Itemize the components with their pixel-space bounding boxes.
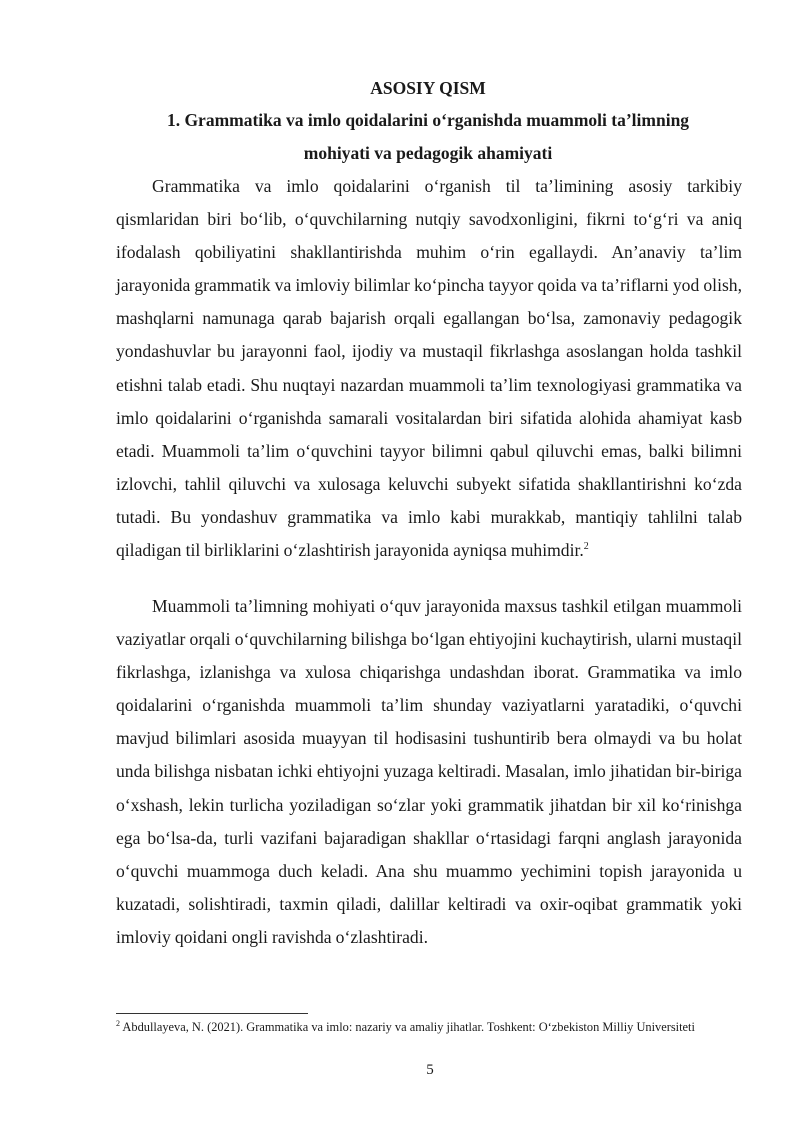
paragraph-2-text: Muammoli ta’limning mohiyati o‘quv jarayonida maxsus tashkil etilgan muammoli vaziyatlar orqali o‘quvchilarning bilishga bo‘lgan ehtiyojini kuchaytirish, ularni mustaqil fikrlashga, izlanishga va xulosa chiqarishga undashdan iborat. Grammatika va imlo qoidalarini o‘rganishda muammoli ta’lim shunday vaziyatlarni yaratadiki, o‘quvchi mavjud bilimlari asosida muayyan til hodisasini tushuntirib bera olmaydi va bu holat unda bilishga nisbatan ichki ehtiyojni yuzaga keltiradi. Masalan, imlo jihatidan bir-biriga o‘xshash, lekin turlicha yoziladigan so‘zlar yoki grammatik jihatdan bir xil ko‘rinishga ega bo‘lsa-da, turli vazifani bajaradigan shakllar o‘rtasidagi farqni anglash jarayonida o‘quvchi muammoga duch keladi. Ana shu muammo yechimini topish jarayonida u kuzatadi, solishtiradi, taxmin qiladi, dalillar keltiradi va oxir-oqibat grammatik yoki imloviy qoidani ongli ravishda o‘zlashtiradi. xyxy=(116,596,742,947)
footnote-reference[interactable]: 2 xyxy=(583,541,589,553)
footnote xyxy=(116,1019,716,1036)
chapter-heading-line-2: mohiyati va pedagogik ahamiyati xyxy=(303,143,553,163)
body-paragraph-2 xyxy=(116,590,742,954)
chapter-heading-line-1: 1. Grammatika va imlo qoidalarini o‘rganishda muammoli ta’limning xyxy=(166,110,690,130)
page-number: 5 xyxy=(426,1062,434,1078)
footnote-number: 2 xyxy=(116,1018,120,1028)
footnote-text: Abdullayeva, N. (2021). Grammatika va imlo: nazariy va amaliy jihatlar. Toshkent: O‘zbekiston Milliy Universiteti xyxy=(122,1020,695,1034)
section-title: ASOSIY QISM xyxy=(370,78,486,98)
body-paragraph-1 xyxy=(116,170,742,567)
footnote-divider xyxy=(116,1013,308,1014)
paragraph-1-text: Grammatika va imlo qoidalarini o‘rganish til ta’limining asosiy tarkibiy qismlaridan biri bo‘lib, o‘quvchilarning nutqiy savodxonligini, fikrni to‘g‘ri va aniq ifodalash qobiliyatini shakllantirishda muhim o‘rin egallaydi. An’anaviy ta’lim jarayonida grammatik va imloviy bilimlar ko‘pincha tayyor qoida va ta’riflarni yod olish, mashqlarni namunaga qarab bajarish orqali egallangan bo‘lsa, zamonaviy pedagogik yondashuvlar bu jarayonni faol, ijodiy va mustaqil fikrlashga asoslangan holda tashkil etishni talab etadi. Shu nuqtayi nazardan muammoli ta’lim texnologiyasi grammatika va imlo qoidalarini o‘rganishda samarali vositalardan biri sifatida alohida ahamiyat kasb etadi. Muammoli ta’lim o‘quvchini tayyor bilimni qabul qiluvchi emas, balki bilimni izlovchi, tahlil qiluvchi va xulosaga keluvchi subyekt sifatida shakllantirishni ko‘zda tutadi. Bu yondashuv grammatika va imlo kabi murakkab, mantiqiy tahlilni talab qiladigan til birliklarini o‘zlashtirish jarayonida ayniqsa muhimdir. xyxy=(116,176,742,561)
